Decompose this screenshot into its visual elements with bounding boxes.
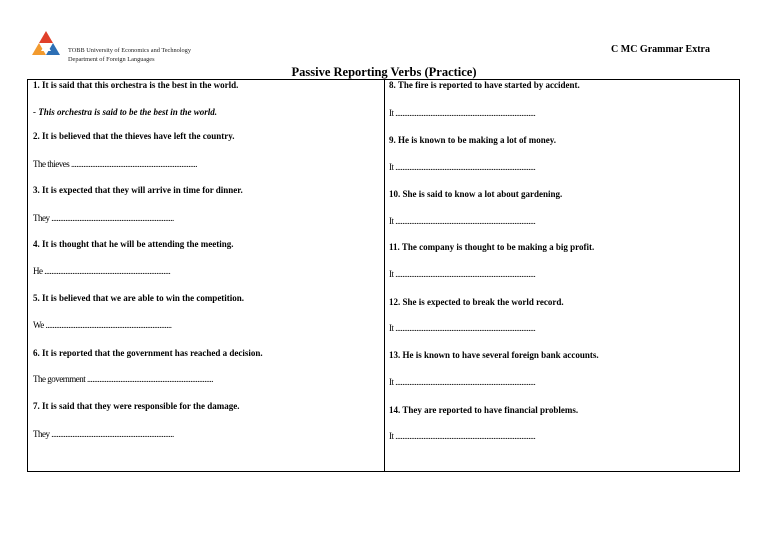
answer-1: - This orchestra is said to be the best in the world. <box>33 107 218 117</box>
answer-line-7[interactable]: They ...................................................................... <box>33 429 174 439</box>
answer-line-11[interactable]: It ................................................................................ <box>389 269 536 279</box>
answer-line-9[interactable]: It ................................................................................ <box>389 162 536 172</box>
question-9: 9. He is known to be making a lot of money. <box>389 135 557 145</box>
question-13: 13. He is known to have several foreign bank accounts. <box>389 350 599 360</box>
answer-line-2[interactable]: The thieves ........................................................................ <box>33 159 197 169</box>
course-label: C MC Grammar Extra <box>611 44 710 55</box>
institution-name: TOBB University of Economics and Technology <box>68 47 191 54</box>
answer-line-6[interactable]: The government ........................................................................ <box>33 374 213 384</box>
question-7: 7. It is said that they were responsible for the damage. <box>33 401 240 411</box>
answer-line-13[interactable]: It ................................................................................ <box>389 377 536 387</box>
university-logo-icon <box>31 30 61 56</box>
question-11: 11. The company is thought to be making a big profit. <box>389 242 595 252</box>
question-5: 5. It is believed that we are able to win the competition. <box>33 293 245 303</box>
answer-line-8[interactable]: It ................................................................................ <box>389 108 536 118</box>
question-14: 14. They are reported to have financial problems. <box>389 405 579 415</box>
answer-line-12[interactable]: It ................................................................................ <box>389 323 536 333</box>
answer-line-3[interactable]: They ...................................................................... <box>33 213 174 223</box>
answer-line-14[interactable]: It ................................................................................ <box>389 431 536 441</box>
question-2: 2. It is believed that the thieves have left the country. <box>33 131 235 141</box>
page-title: Passive Reporting Verbs (Practice) <box>291 65 477 79</box>
question-3: 3. It is expected that they will arrive in time for dinner. <box>33 185 243 195</box>
department-name: Department of Foreign Languages <box>68 56 155 63</box>
question-8: 8. The fire is reported to have started by accident. <box>389 80 580 90</box>
answer-line-5[interactable]: We ........................................................................ <box>33 320 172 330</box>
answer-line-4[interactable]: He ........................................................................ <box>33 266 171 276</box>
question-1: 1. It is said that this orchestra is the best in the world. <box>33 80 239 90</box>
question-10: 10. She is said to know a lot about gardening. <box>389 189 563 199</box>
question-6: 6. It is reported that the government has reached a decision. <box>33 348 263 358</box>
column-divider <box>384 79 385 472</box>
answer-line-10[interactable]: It ................................................................................ <box>389 216 536 226</box>
question-12: 12. She is expected to break the world record. <box>389 297 564 307</box>
question-4: 4. It is thought that he will be attending the meeting. <box>33 239 234 249</box>
institution-block <box>68 46 191 64</box>
